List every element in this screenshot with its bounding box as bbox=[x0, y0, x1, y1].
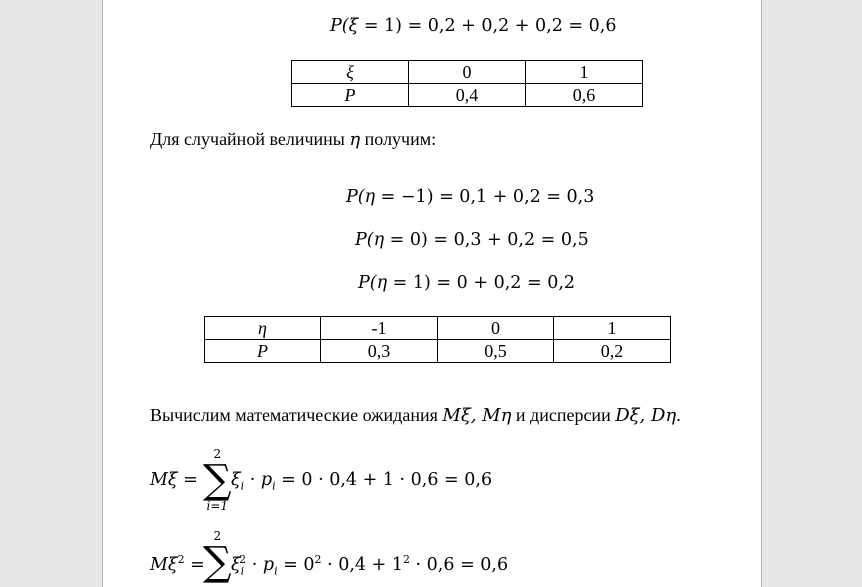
eq-term: ξ bbox=[231, 470, 241, 490]
eq-var: η bbox=[373, 230, 385, 250]
eq-sub: i bbox=[240, 564, 245, 578]
table-xi-distribution bbox=[291, 60, 643, 107]
table-row bbox=[292, 61, 643, 84]
text-var: η bbox=[349, 129, 361, 150]
eq-mult: · p bbox=[246, 554, 275, 575]
eq-equals: = bbox=[184, 554, 205, 575]
equation-mean-lhs bbox=[150, 472, 198, 490]
paragraph-eta-intro bbox=[150, 130, 436, 149]
equation-mean-sq-rhs bbox=[231, 554, 508, 576]
table-cell: -1 bbox=[321, 317, 438, 340]
equation-p-xi-1 bbox=[330, 18, 616, 36]
equation-mean-rhs bbox=[231, 472, 492, 492]
sigma-icon: ∑ bbox=[203, 539, 232, 585]
table-cell: 0,3 bbox=[321, 340, 438, 363]
table-cell: 0 bbox=[438, 317, 554, 340]
eq-lhs: P( bbox=[358, 273, 377, 293]
eq-var: η bbox=[376, 273, 388, 293]
table-cell: P bbox=[292, 84, 409, 107]
eq-sup: 2 bbox=[177, 553, 185, 566]
eq-mult: · p bbox=[244, 470, 273, 490]
paragraph-compute bbox=[150, 406, 681, 425]
summation-mean-sq bbox=[203, 529, 232, 585]
text: получим: bbox=[360, 129, 437, 149]
equation-p-eta-minus1 bbox=[346, 189, 594, 207]
text-math: Mξ, Mη bbox=[442, 405, 512, 426]
table-cell: 0,4 bbox=[409, 84, 526, 107]
eq-lhs: P( bbox=[355, 230, 374, 250]
text: и дисперсии bbox=[511, 405, 616, 425]
eq-sub: i bbox=[272, 479, 276, 493]
text-math: Dξ, Dη bbox=[615, 405, 677, 426]
eq-rest: · 0,4 + 1 bbox=[321, 554, 403, 575]
sum-upper: 2 bbox=[213, 529, 222, 543]
eq-var: ξ bbox=[348, 16, 359, 36]
table-cell: 0 bbox=[409, 61, 526, 84]
table-eta-distribution bbox=[204, 316, 671, 363]
table-row bbox=[205, 317, 671, 340]
table-cell: 1 bbox=[554, 317, 671, 340]
eq-sub: i bbox=[274, 564, 278, 578]
eq-rest: = 1) = 0 + 0,2 = 0,2 bbox=[387, 273, 576, 293]
equation-mean-sq-lhs bbox=[150, 554, 205, 574]
eq-sup: 2 bbox=[239, 553, 247, 566]
sum-upper: 2 bbox=[213, 447, 222, 461]
eq-rest: = 0) = 0,3 + 0,2 = 0,5 bbox=[384, 230, 589, 250]
table-row bbox=[205, 340, 671, 363]
eq-var: η bbox=[364, 187, 376, 207]
sum-lower: i=1 bbox=[206, 499, 229, 513]
eq-rest: = 1) = 0,2 + 0,2 + 0,2 = 0,6 bbox=[358, 16, 617, 36]
sigma-icon: ∑ bbox=[203, 457, 232, 503]
equation-p-eta-1 bbox=[358, 275, 575, 293]
eq-sup: 2 bbox=[314, 553, 322, 566]
text: . bbox=[676, 405, 681, 425]
table-cell: 0,2 bbox=[554, 340, 671, 363]
eq-lhs: P( bbox=[330, 16, 349, 36]
table-cell: 1 bbox=[526, 61, 643, 84]
eq-lhs: Mξ = bbox=[150, 470, 198, 490]
eq-rest: = 0 · 0,4 + 1 · 0,6 = 0,6 bbox=[275, 470, 493, 490]
text: Вычислим математические ожидания bbox=[150, 405, 443, 425]
eq-rest: = −1) = 0,1 + 0,2 = 0,3 bbox=[375, 187, 595, 207]
text: Для случайной величины bbox=[150, 129, 350, 149]
eq-rest: · 0,6 = 0,6 bbox=[409, 554, 509, 575]
eq-term: ξ bbox=[231, 554, 241, 575]
table-cell: η bbox=[205, 317, 321, 340]
eq-rest: = 0 bbox=[277, 554, 315, 575]
summation-mean bbox=[203, 448, 232, 512]
eq-sub: i bbox=[240, 479, 245, 493]
eq-sup: 2 bbox=[402, 553, 410, 566]
table-cell: 0,6 bbox=[526, 84, 643, 107]
equation-p-eta-0 bbox=[355, 232, 589, 250]
eq-lhs: P( bbox=[346, 187, 365, 207]
table-row bbox=[292, 84, 643, 107]
eq-lhs: Mξ bbox=[150, 554, 178, 575]
table-cell: 0,5 bbox=[438, 340, 554, 363]
table-cell: P bbox=[205, 340, 321, 363]
document-page bbox=[102, 0, 762, 587]
table-cell: ξ bbox=[292, 61, 409, 84]
